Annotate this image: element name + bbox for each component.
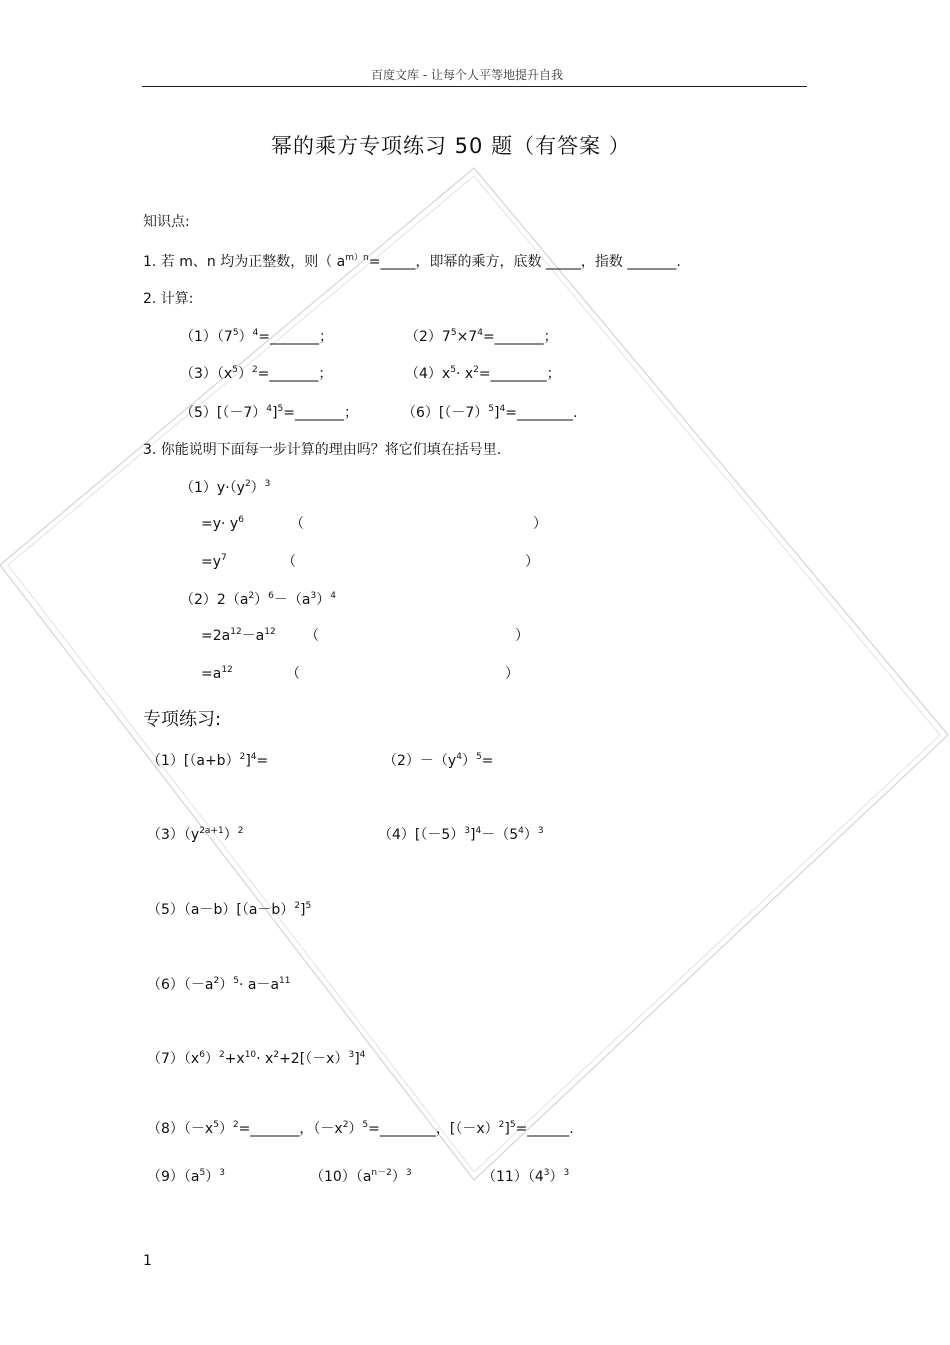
practice-heading: 专项练习:: [143, 709, 222, 730]
q2-item-3: $(3)(x^5)^2=\_\_\_\_\_\_\_$；: [180, 365, 333, 382]
q3-p2-step1: $=2a^{12}-a^{12}$: [201, 627, 276, 644]
q2-item-1: $(1)(7^5)^4=\_\_\_\_\_\_\_$；: [180, 328, 334, 345]
exercise-4: $(4)[(-5)^3]^4-(5^4)^3$: [378, 826, 544, 843]
question-2-label: 2. 计算:: [143, 291, 194, 307]
question-1: 1. 若 m、n 均为正整数，则（ $a^{m)n}=\_\_\_\_\_$，即幂的乘方，底数 _____，指数 _______.: [143, 253, 681, 270]
q3-p2-step1-open: （: [305, 628, 319, 644]
exercise-2: $(2)-(y^4)^5=$: [383, 752, 494, 769]
q3-p1-step1: $=y\cdot y^6$: [201, 515, 244, 532]
page-title: 幂的乘方专项练习 50 题（有答案 ）: [271, 134, 631, 158]
knowledge-label: 知识点:: [143, 214, 190, 230]
q2-item-4: $(4)x^5\cdot$ $x^2=\_\_\_\_\_\_\_\_$；: [405, 365, 561, 382]
q3-p1-step2-open: （: [282, 554, 296, 570]
exercise-8: $(8)(-x^5)^2=\_\_\_\_\_\_\_$，$(-x^2)^5=\_\_\_\_\_\_\_\_$，$[(-x)^2]^5=\_\_\_\_\_\_$.: [147, 1120, 574, 1137]
page-number: 1: [143, 1253, 152, 1269]
header-text: 百度文库 - 让每个人平等地提升自我: [371, 68, 563, 82]
question-3-label: 3. 你能说明下面每一步计算的理由吗？将它们填在括号里.: [143, 442, 502, 458]
q3-part-2: $(2)2(a^2)^6-(a^3)^4$: [180, 591, 336, 608]
q3-p2-step1-close: ）: [515, 628, 529, 644]
q3-p1-step1-close: ）: [533, 516, 547, 532]
exercise-9: $(9)(a^5)^3$: [147, 1168, 225, 1185]
exercise-7: $(7)(x^6)^2+x^{10}\cdot x^2+2[(-x)^3]^4$: [147, 1050, 366, 1067]
q2-item-5: $(5)[(-7)^4]^5=\_\_\_\_\_\_\_$；: [180, 404, 358, 421]
exercise-11: $(11)(4^3)^3$: [482, 1168, 570, 1185]
q2-item-2: $(2)7^5\times 7^4=\_\_\_\_\_\_\_$；: [405, 328, 558, 345]
exercise-5: $(5)(a-b)[(a-b)^2]^5$: [147, 901, 312, 918]
q3-p2-step2-open: （: [286, 666, 300, 682]
exercise-6: $(6)(-a^2)^5\cdot a-a^{11}$: [147, 976, 291, 993]
q2-item-6: $(6)[(-7)^5]^4=\_\_\_\_\_\_\_\_$.: [402, 404, 578, 421]
exercise-3: $(3)(y^{2a+1})^2$: [147, 826, 244, 843]
header-divider: [142, 86, 807, 87]
exercise-10: $(10)(a^{n-2})^3$: [310, 1168, 412, 1185]
q3-p1-step2: $=y^7$: [201, 553, 227, 570]
q3-p1-step1-open: （: [290, 516, 304, 532]
q3-part-1: $(1)y\cdot(y^2)^3$: [180, 479, 271, 496]
q3-p2-step2-close: ）: [505, 666, 519, 682]
exercise-1: $(1)[(a+b)^2]^4=$: [147, 752, 269, 769]
q3-p1-step2-close: ）: [525, 554, 539, 570]
q3-p2-step2: $=a^{12}$: [201, 665, 233, 682]
